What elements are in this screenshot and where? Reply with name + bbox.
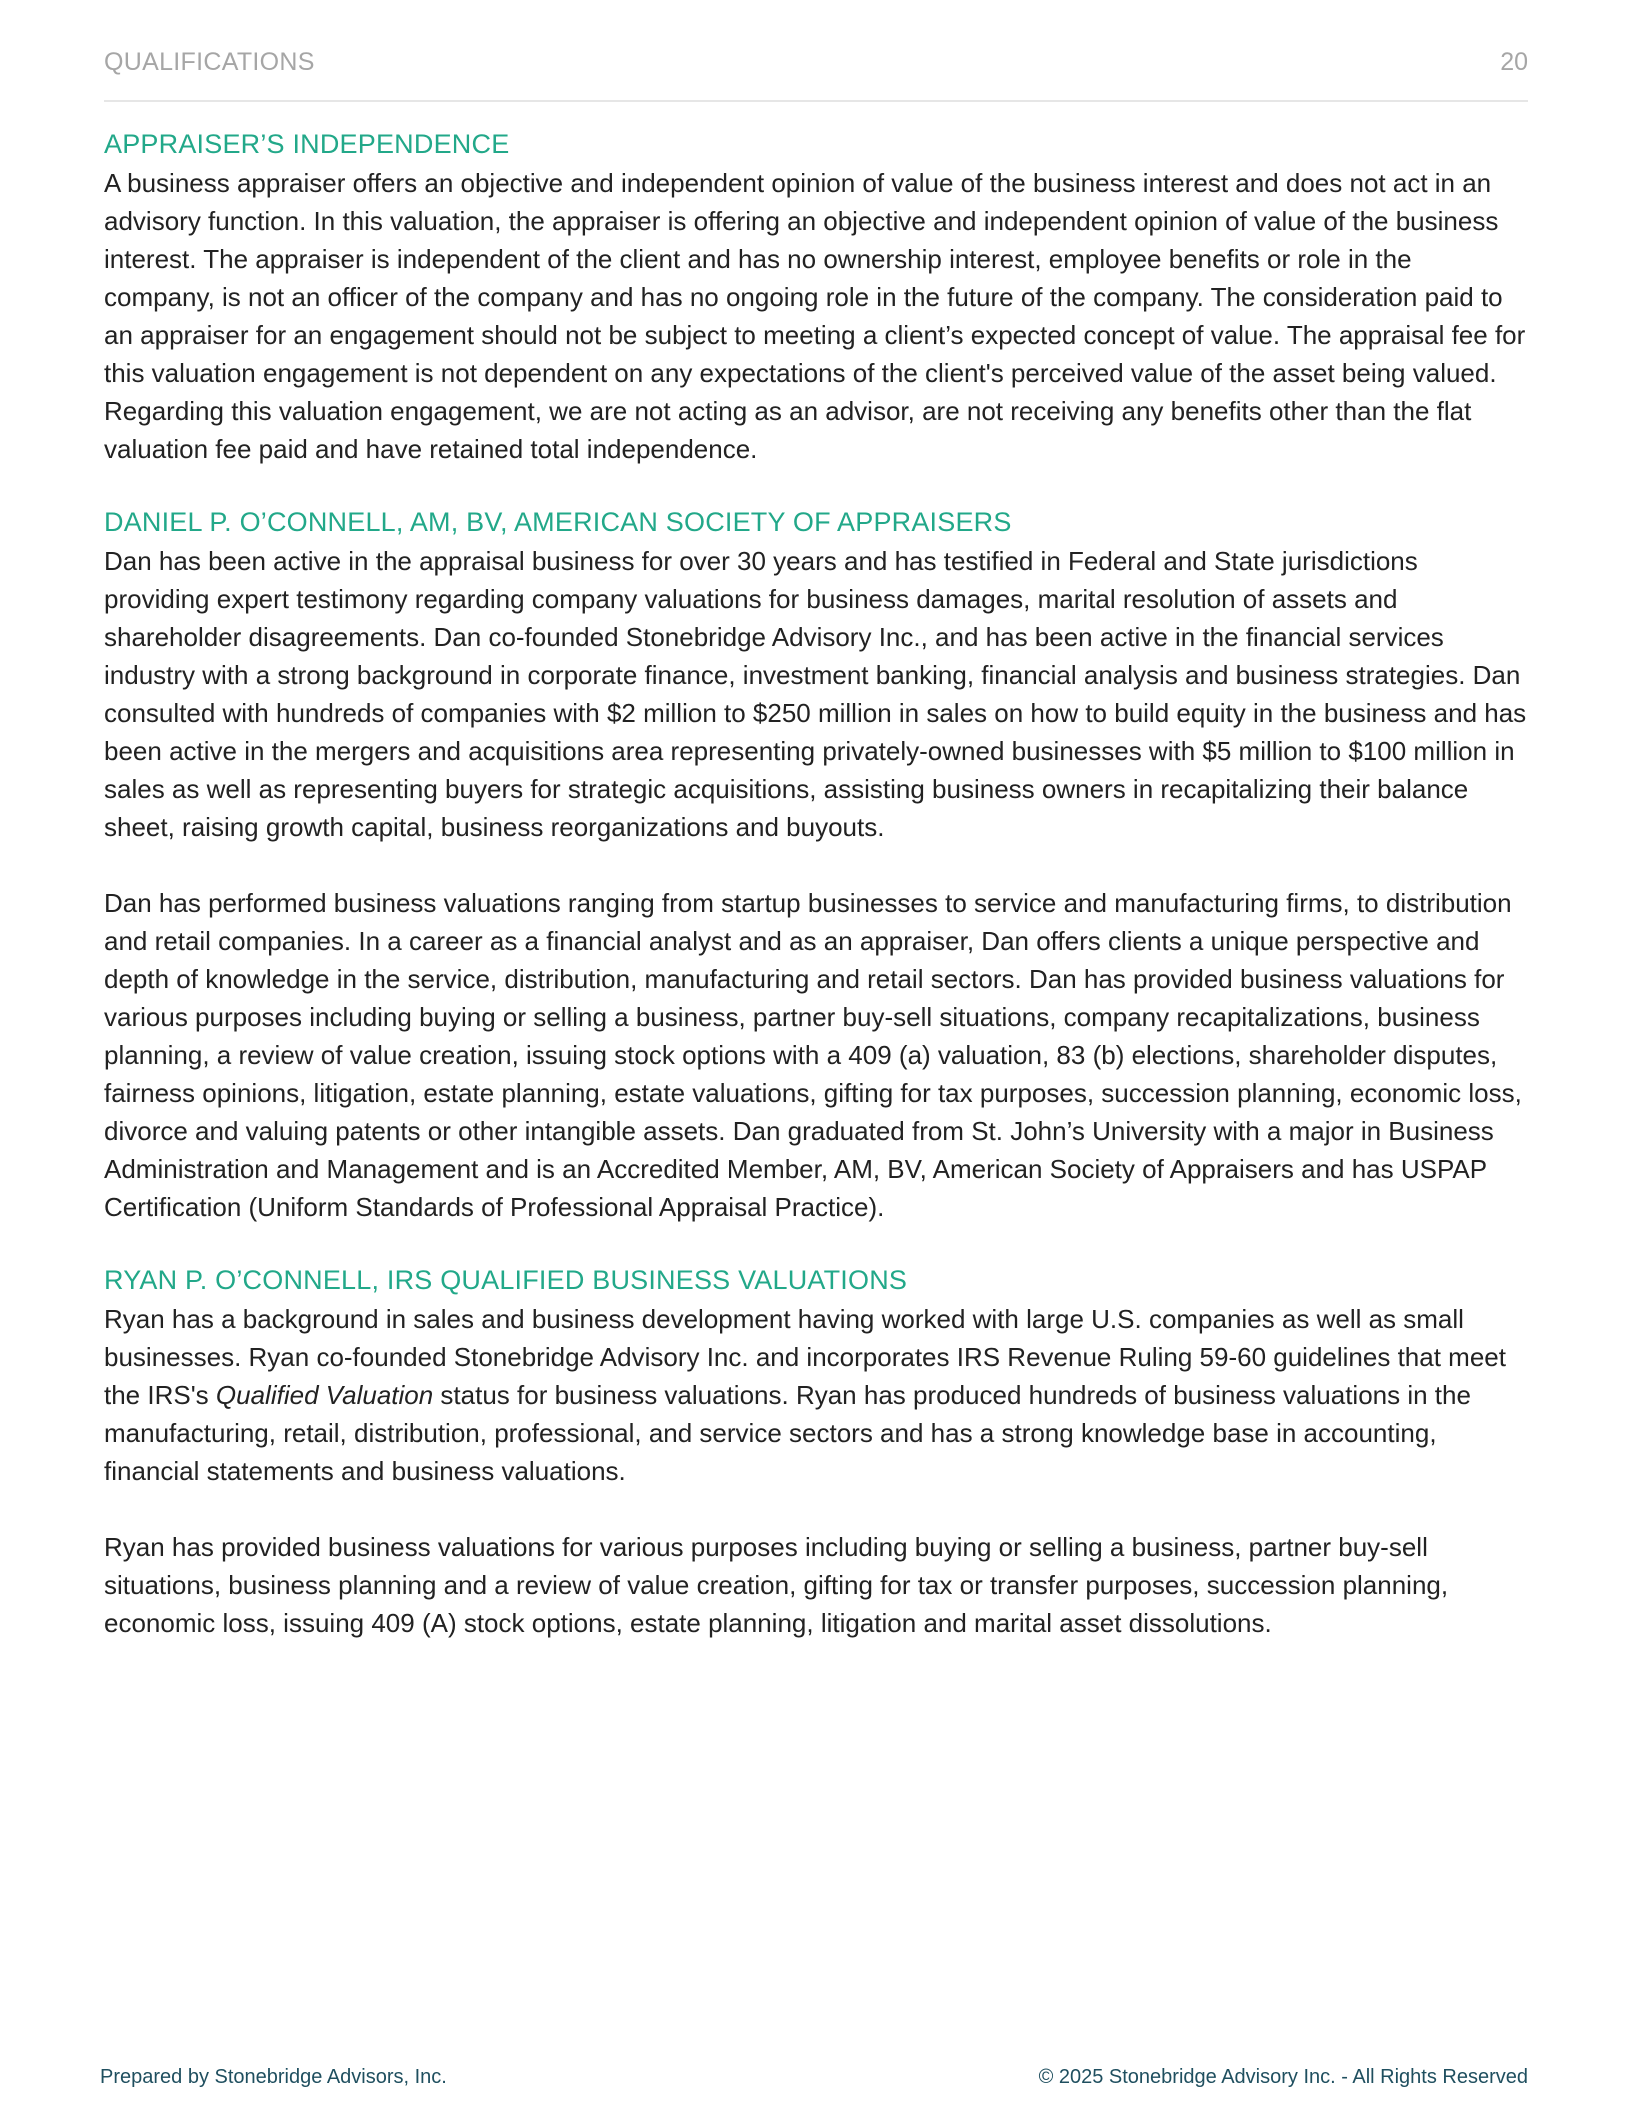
header-section-title: QUALIFICATIONS xyxy=(104,48,315,76)
footer-copyright: © 2025 Stonebridge Advisory Inc. - All Rights Reserved xyxy=(1038,2066,1528,2088)
page-footer xyxy=(100,2066,1528,2096)
page-header xyxy=(104,46,1528,102)
ryan-text-before: Ryan has a background in sales and business development having worked with large U.S. companies as well as small businesses. Ryan co-founded Stonebridge Advisory Inc. and incorporates IRS Revenue Ruling 59-60 guidelines that meet the IRS's xyxy=(104,1304,1506,1410)
paragraph-ryan-valuations: Ryan has provided business valuations for various purposes including buying or selling a business, partner buy-sell situations, business planning and a review of value creation, gifting for tax or transfer purposes, succession planning, economic loss, issuing 409 (A) stock options, estate planning, litigation and marital asset dissolutions. xyxy=(104,1532,1449,1638)
heading-appraisers-independence: APPRAISER’S INDEPENDENCE xyxy=(104,129,510,159)
qualified-valuation-term: Qualified Valuation xyxy=(215,1380,434,1410)
paragraph-ryan-background xyxy=(104,1300,1528,1490)
page-content xyxy=(104,124,1528,1642)
ryan-text-after: status for business valuations. Ryan has produced hundreds of business valuations in the manufacturing, retail, distribution, professional, and service sectors and has a strong knowledge base in accounting, financial statements and business valuations. xyxy=(104,1380,1471,1486)
paragraph-dan-background: Dan has been active in the appraisal business for over 30 years and has testified in Federal and State jurisdictions providing expert testimony regarding company valuations for business damages, marital resolution of assets and shareholder disagreements. Dan co-founded Stonebridge Advisory Inc., and has been active in the financial services industry with a strong background in corporate finance, investment banking, financial analysis and business strategies. Dan consulted with hundreds of companies with $2 million to $250 million in sales on how to build equity in the business and has been active in the mergers and acquisitions area representing privately-owned businesses with $5 million to $100 million in sales as well as representing buyers for strategic acquisitions, assisting business owners in recapitalizing their balance sheet, raising growth capital, business reorganizations and buyouts. xyxy=(104,546,1527,842)
heading-ryan-oconnell: RYAN P. O’CONNELL, IRS QUALIFIED BUSINESS VALUATIONS xyxy=(104,1265,908,1295)
footer-prepared-by: Prepared by Stonebridge Advisors, Inc. xyxy=(100,2066,447,2088)
heading-daniel-oconnell: DANIEL P. O’CONNELL, AM, BV, AMERICAN SOCIETY OF APPRAISERS xyxy=(104,507,1012,537)
paragraph-dan-valuations: Dan has performed business valuations ranging from startup businesses to service and manufacturing firms, to distribution and retail companies. In a career as a financial analyst and as an appraiser, Dan offers clients a unique perspective and depth of knowledge in the service, distribution, manufacturing and retail sectors. Dan has provided business valuations for various purposes including buying or selling a business, partner buy-sell situations, company recapitalizations, business planning, a review of value creation, issuing stock options with a 409 (a) valuation, 83 (b) elections, shareholder disputes, fairness opinions, litigation, estate planning, estate valuations, gifting for tax purposes, succession planning, economic loss, divorce and valuing patents or other intangible assets. Dan graduated from St. John’s University with a major in Business Administration and Management and is an Accredited Member, AM, BV, American Society of Appraisers and has USPAP Certification (Uniform Standards of Professional Appraisal Practice). xyxy=(104,888,1522,1222)
paragraph-independence: A business appraiser offers an objective and independent opinion of value of the business interest and does not act in an advisory function. In this valuation, the appraiser is offering an objective and independent opinion of value of the business interest. The appraiser is independent of the client and has no ownership interest, employee benefits or role in the company, is not an officer of the company and has no ongoing role in the future of the company. The consideration paid to an appraiser for an engagement should not be subject to meeting a client’s expected concept of value. The appraisal fee for this valuation engagement is not dependent on any expectations of the client's perceived value of the asset being valued. Regarding this valuation engagement, we are not acting as an advisor, are not receiving any benefits other than the flat valuation fee paid and have retained total independence. xyxy=(104,168,1526,464)
page-number: 20 xyxy=(1500,48,1528,76)
